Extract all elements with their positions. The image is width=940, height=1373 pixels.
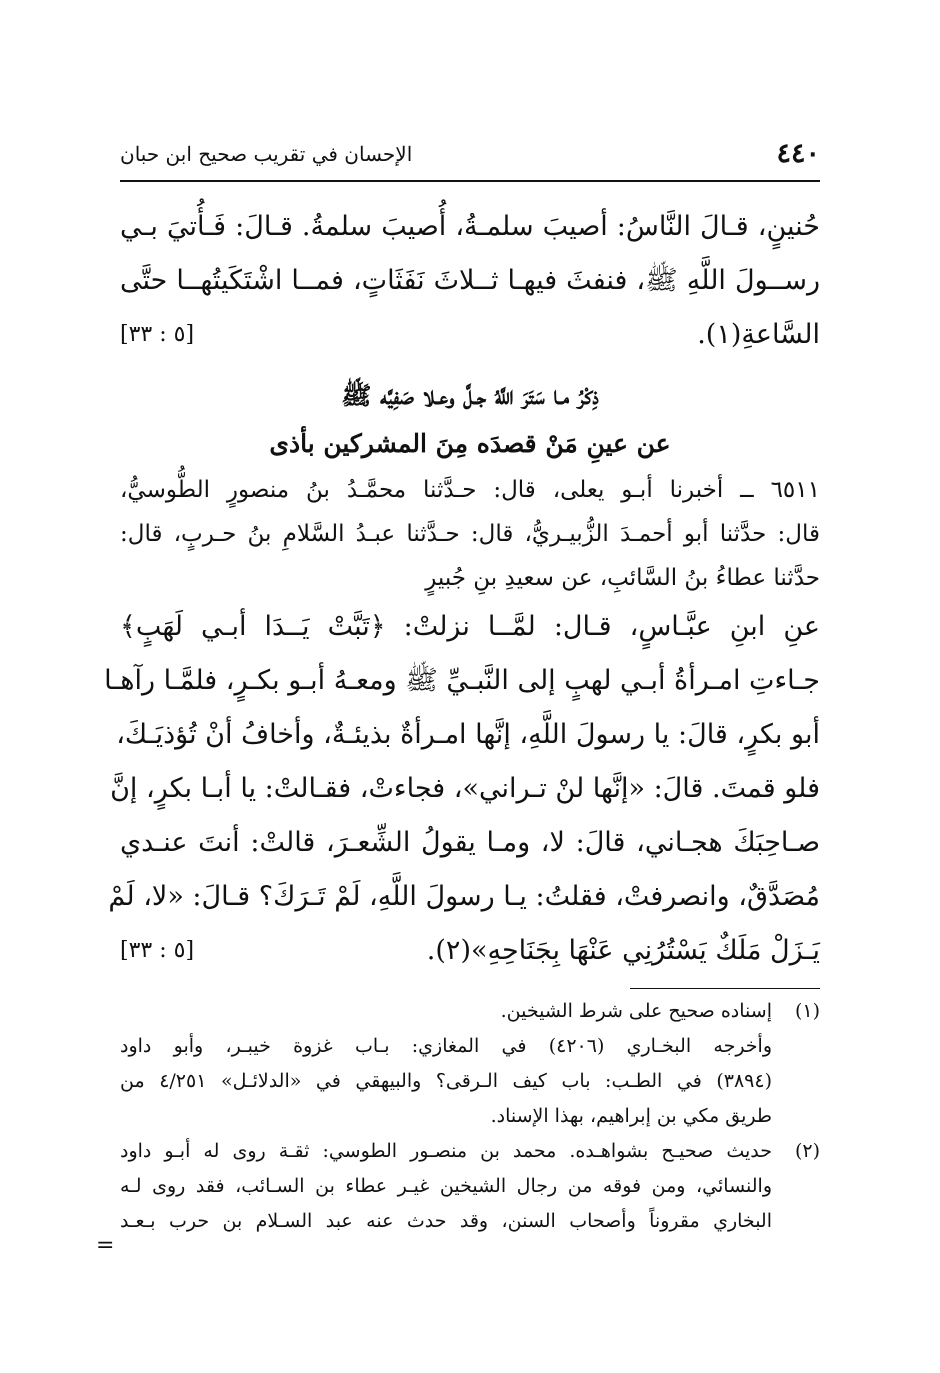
hadith-line-content: يَـزَلْ مَلَكٌ يَسْتُرُنِي عَنْهَا بِجَنَاحِهِ»(٢). xyxy=(426,935,820,966)
hadith-line: عنِ ابنِ عبَّـاسٍ، قـال: لمَّــا نزلتْ: ﴿تَبَّتْ يَــدَا أبـي لَهَبٍ﴾ xyxy=(120,611,820,642)
hadith-line: صـاحِبَكَ هجـاني، قالَ: لا، ومـا يقولُ الشِّعـرَ، قالتْ: أنتَ عنـدي xyxy=(120,827,820,858)
footnote-number: (٢) xyxy=(794,1140,820,1162)
text-line-content: السَّاعةِ(١). xyxy=(697,319,820,350)
text-line xyxy=(120,308,820,362)
isnad-line: حدَّثنا عطاءُ بنُ السَّائبِ، عن سعيدِ بنِ جُبيرٍ xyxy=(425,565,820,591)
isnad-line: قال: حدَّثنا أبو أحمـدَ الزُّبيـريُّ، قال: حـدَّثنا عبـدُ السَّلامِ بنُ حـربٍ، قال: xyxy=(120,521,820,547)
section-heading-line-1: ذِكْرُ مـا سَتَرَ اللَّهُ جـلَّ وعـلا صَفِيَّه ﷺ xyxy=(341,381,599,410)
running-title: الإحسان في تقريب صحيح ابن حبان xyxy=(120,142,413,166)
page-number: ٤٤٠ xyxy=(776,138,820,169)
hadith-line: مُصَدَّقٌ، وانصرفتْ، فقلتُ: يـا رسولَ اللَّهِ، لَمْ تَـرَكَ؟ قـالَ: «لا، لَمْ xyxy=(108,881,820,912)
footnote-line: والنسائي، ومن فوقه من رجال الشيخين غيـر عطاء بن السـائب، فقد روى لـه xyxy=(120,1175,772,1197)
footnote-line: طريق مكي بن إبراهيم، بهذا الإسناد. xyxy=(490,1105,772,1127)
footnote-line xyxy=(120,1134,820,1169)
footnote-number: (١) xyxy=(794,1000,820,1022)
footnote-text: إسناده صحيح على شرط الشيخين. xyxy=(500,1000,772,1022)
text-line: حُنينٍ، قـالَ النَّاسُ: أصيبَ سلمـةُ، أُصيبَ سلمةُ. قـالَ: فَـأُتيَ بـي xyxy=(120,211,820,242)
footnote-line xyxy=(120,994,820,1029)
hadith-line: جـاءتِ امـرأةُ أبـي لهبٍ إلى النَّبـيِّ ﷺ ومعـهُ أبـو بكـرٍ، فلمَّـا رآهـا xyxy=(104,665,820,696)
text-line: رســولَ اللَّهِ ﷺ، فنفثَ فيهـا ثــلاثَ نَفَثَاتٍ، فمــا اشْتَكَيتُهــا حتَّى xyxy=(120,265,820,296)
isnad-line: ٦٥١١ ــ أخبرنا أبـو يعلى، قال: حـدَّثنا محمَّـدُ بنُ منصورٍ الطُّوسيُّ، xyxy=(120,477,820,503)
page-header xyxy=(120,138,820,178)
volume-reference: [٥ : ٣٣] xyxy=(120,938,195,963)
section-heading-line-2: عن عينِ مَنْ قصدَه مِنَ المشركين بأذى xyxy=(269,429,671,458)
footnote-text: حديث صحيـح بشواهـده. محمد بن منصـور الطوسي: ثقـة روى له أبـو داود xyxy=(120,1140,772,1162)
hadith-line xyxy=(120,924,820,978)
footnote-rule xyxy=(630,988,820,989)
footnote-line: البخاري مقروناً وأصحاب السنن، وقد حدث عنه عبد السـلام بن حرب بـعـد xyxy=(120,1210,772,1232)
footnote-line: وأخرجه البخـاري (٤٢٠٦) في المغازي: بـاب غزوة خيبـر، وأبو داود xyxy=(120,1035,772,1057)
hadith-line: فلو قمتَ. قالَ: «إنَّها لنْ تـراني»، فجاءتْ، فقـالتْ: يا أبـا بكرٍ، إنَّ xyxy=(110,773,820,804)
hadith-line: أبو بكرٍ، قالَ: يا رسولَ اللَّهِ، إنَّها امـرأةٌ بذيئـةٌ، وأخافُ أنْ تُؤذيَـكَ، xyxy=(116,719,820,750)
header-rule xyxy=(120,180,820,182)
continuation-mark: = xyxy=(96,1233,115,1258)
main-text xyxy=(104,200,820,978)
volume-reference: [٥ : ٣٣] xyxy=(120,322,195,347)
footnotes xyxy=(120,994,820,1239)
footnote-line: (٣٨٩٤) في الطـب: باب كيف الـرقى؟ والبيهقي في «الدلائـل» ٤/٢٥١ من xyxy=(120,1070,773,1092)
